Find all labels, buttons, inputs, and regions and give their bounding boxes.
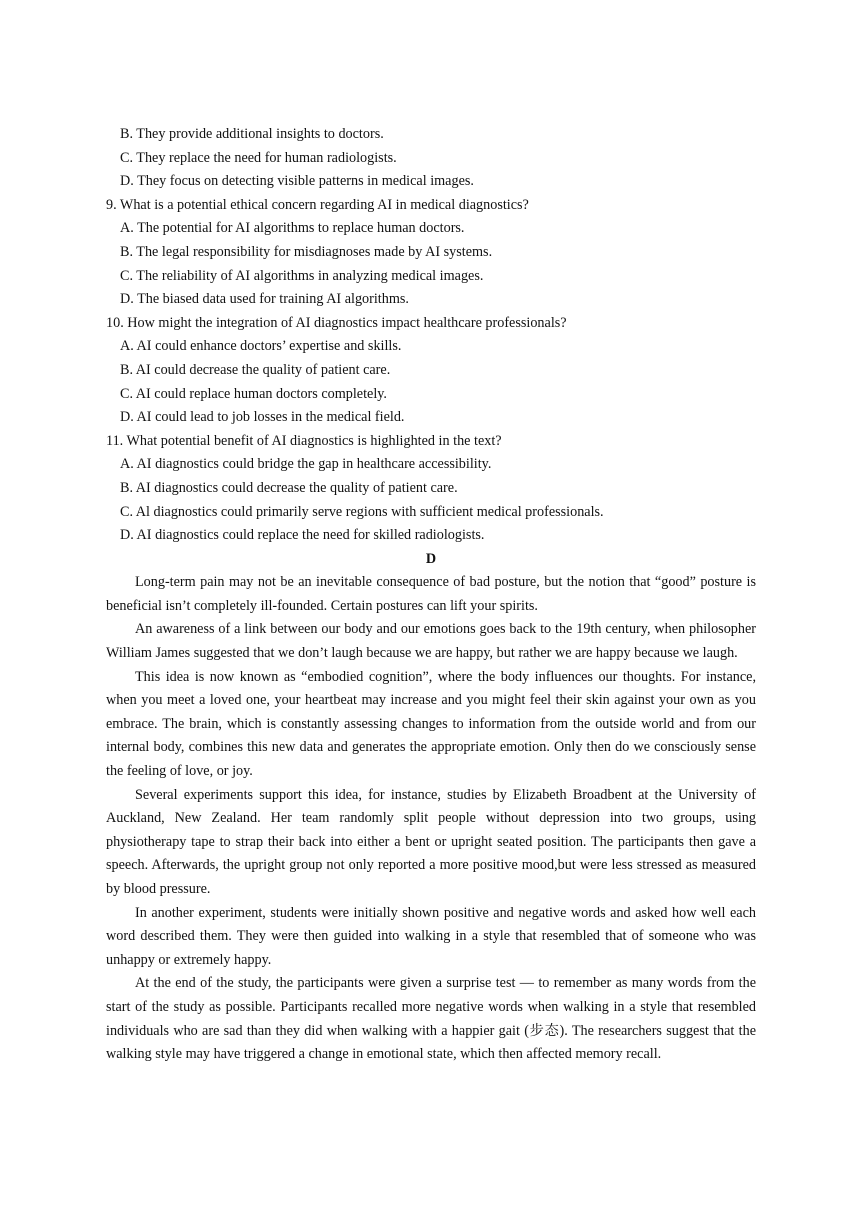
section-d: [106, 548, 756, 1067]
option-9d: D. The biased data used for training AI algorithms.: [120, 291, 409, 308]
question-11: [106, 430, 756, 548]
option-10a: A. AI could enhance doctors’ expertise and skills.: [120, 338, 402, 355]
question-8-options: [106, 123, 756, 194]
option-9a: A. The potential for AI algorithms to replace human doctors.: [120, 220, 465, 237]
option-8c: C. They replace the need for human radiologists.: [120, 149, 397, 166]
question-11-stem: 11. What potential benefit of AI diagnostics is highlighted in the text?: [106, 432, 502, 449]
option-11a: A. AI diagnostics could bridge the gap in healthcare accessibility.: [120, 456, 492, 473]
document-page: [106, 123, 756, 1067]
option-8b: B. They provide additional insights to doctors.: [120, 126, 384, 142]
option-9b: B. The legal responsibility for misdiagnoses made by AI systems.: [120, 243, 493, 260]
option-8d: D. They focus on detecting visible patterns in medical images.: [120, 173, 474, 190]
option-11b: B. AI diagnostics could decrease the quality of patient care.: [120, 479, 458, 496]
question-9-stem: 9. What is a potential ethical concern regarding AI in medical diagnostics?: [106, 196, 529, 213]
option-10c: C. AI could replace human doctors completely.: [120, 385, 387, 402]
option-9c: C. The reliability of AI algorithms in analyzing medical images.: [120, 267, 484, 284]
question-10: [106, 312, 756, 430]
paragraph-5: In another experiment, students were initially shown positive and negative words and asked how well each word described them. They were then guided into walking in a style that resembled that of someone who was unhappy or extremely happy.: [106, 904, 756, 968]
paragraph-1: Long-term pain may not be an inevitable consequence of bad posture, but the notion that “good” posture is beneficial isn’t completely ill-founded. Certain postures can lift your spirits.: [106, 574, 756, 614]
section-d-heading: D: [425, 550, 437, 567]
paragraph-6: At the end of the study, the participants were given a surprise test — to remember as many words from the start of the study as possible. Participants recalled more negative words when walking in a style that resembled individuals who are sad than they did when walking with a happier gait (步态). The researchers suggest that the walking style may have triggered a change in emotional state, which then affected memory recall.: [106, 975, 756, 1063]
question-9: [106, 194, 756, 312]
question-10-stem: 10. How might the integration of AI diagnostics impact healthcare professionals?: [106, 314, 567, 331]
option-11d: D. AI diagnostics could replace the need for skilled radiologists.: [120, 527, 485, 544]
option-11c: C. Al diagnostics could primarily serve regions with sufficient medical professionals.: [120, 503, 604, 520]
option-10b: B. AI could decrease the quality of patient care.: [120, 361, 391, 378]
paragraph-3: This idea is now known as “embodied cognition”, where the body influences our thoughts. For instance, when you meet a loved one, your heartbeat may increase and you might feel their skin against your own as you embrace. The brain, which is constantly assessing changes to information from the outside world and from our internal body, combines this new data and generates the appropriate emotion. Only then do we consciously sense the feeling of love, or joy.: [106, 668, 756, 780]
option-10d: D. AI could lead to job losses in the medical field.: [120, 409, 405, 426]
paragraph-2: An awareness of a link between our body and our emotions goes back to the 19th century, when philosopher William James suggested that we don’t laugh because we are happy, but rather we are happy because we laugh.: [106, 621, 756, 662]
paragraph-4: Several experiments support this idea, for instance, studies by Elizabeth Broadbent at the University of Auckland, New Zealand. Her team randomly split people without depression into two groups, using physiotherapy tape to strap their back into either a bent or upright seated position. The participants then gave a speech. Afterwards, the upright group not only reported a more positive mood,but were less stressed as measured by blood pressure.: [106, 786, 756, 897]
